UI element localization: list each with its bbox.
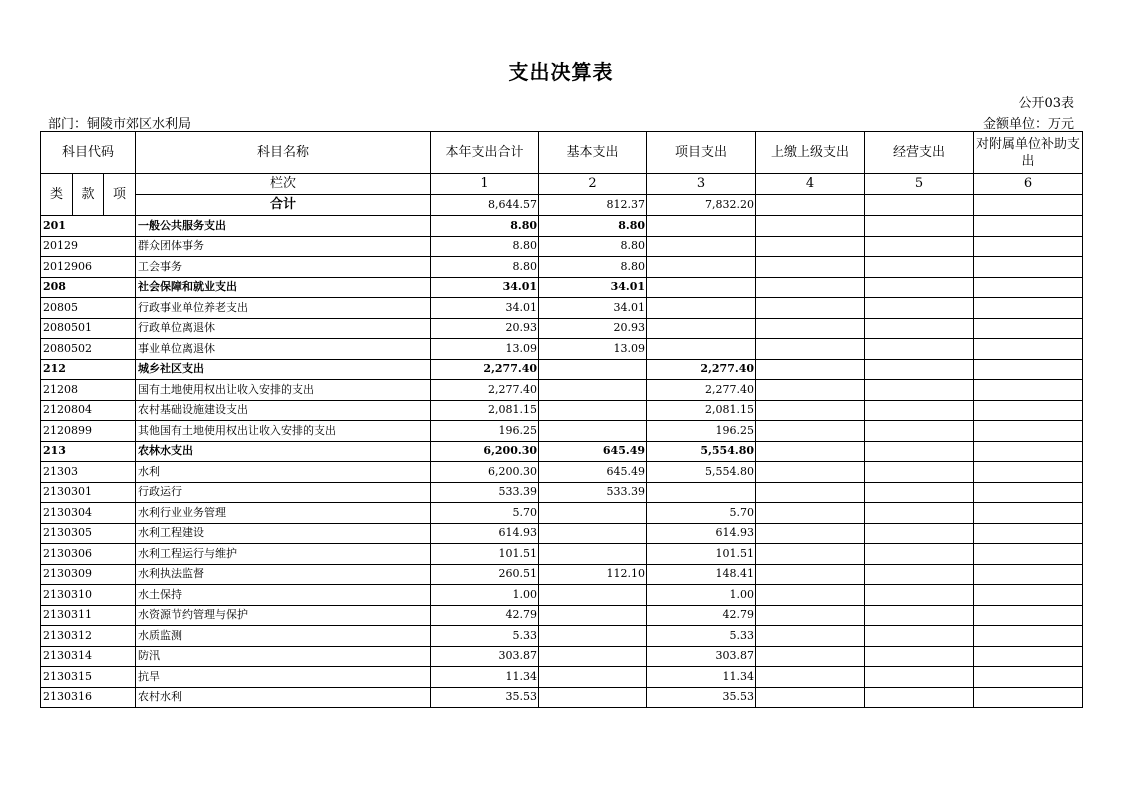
totals-project: 7,832.20 [647,195,756,216]
row-basic [539,646,647,667]
row-subsidy [974,421,1083,442]
row-business [865,503,974,524]
table-row [41,380,1083,401]
row-basic: 112.10 [539,564,647,585]
row-superior [756,462,865,483]
row-basic: 645.49 [539,441,647,462]
table-row [41,400,1083,421]
table-row [41,585,1083,606]
row-project: 614.93 [647,523,756,544]
row-name: 行政事业单位养老支出 [136,298,431,319]
row-subsidy [974,257,1083,278]
row-business [865,318,974,339]
row-name: 行政单位离退休 [136,318,431,339]
row-business [865,277,974,298]
totals-label: 合计 [136,195,431,216]
row-superior [756,339,865,360]
row-subsidy [974,462,1083,483]
row-name: 抗旱 [136,667,431,688]
table-row [41,359,1083,380]
header-lei: 类 [41,174,73,216]
row-basic [539,421,647,442]
row-business [865,441,974,462]
row-business [865,687,974,708]
row-superior [756,544,865,565]
table-row [41,646,1083,667]
row-superior [756,523,865,544]
row-basic [539,605,647,626]
row-code: 21303 [41,462,136,483]
row-subsidy [974,400,1083,421]
row-project: 5,554.80 [647,462,756,483]
row-code: 2130304 [41,503,136,524]
row-code: 2012906 [41,257,136,278]
row-business [865,380,974,401]
row-project: 5,554.80 [647,441,756,462]
row-superior [756,298,865,319]
row-basic [539,687,647,708]
row-basic [539,359,647,380]
row-business [865,564,974,585]
header-xiang: 项 [104,174,136,216]
row-subsidy [974,216,1083,237]
row-code: 2120899 [41,421,136,442]
row-basic [539,400,647,421]
row-basic: 645.49 [539,462,647,483]
table-row [41,462,1083,483]
col-index-1: 1 [431,174,539,195]
row-superior [756,421,865,442]
table-row [41,216,1083,237]
col-index-6: 6 [974,174,1083,195]
header-row [41,132,1083,174]
table-row [41,277,1083,298]
row-name: 城乡社区支出 [136,359,431,380]
totals-business [865,195,974,216]
row-project: 303.87 [647,646,756,667]
row-superior [756,216,865,237]
row-project: 42.79 [647,605,756,626]
row-subsidy [974,318,1083,339]
header-total: 本年支出合计 [431,132,539,174]
row-business [865,216,974,237]
row-project: 2,277.40 [647,359,756,380]
row-subsidy [974,482,1083,503]
row-basic: 8.80 [539,257,647,278]
row-total: 6,200.30 [431,462,539,483]
row-total: 5.33 [431,626,539,647]
row-project [647,277,756,298]
row-business [865,462,974,483]
row-total: 303.87 [431,646,539,667]
header-basic: 基本支出 [539,132,647,174]
row-code: 2130314 [41,646,136,667]
table-row [41,482,1083,503]
row-basic: 8.80 [539,216,647,237]
totals-superior [756,195,865,216]
row-subsidy [974,277,1083,298]
row-project: 11.34 [647,667,756,688]
row-basic [539,523,647,544]
amount-unit-label: 金额单位：万元 [982,117,1074,132]
row-project [647,298,756,319]
row-code: 20129 [41,236,136,257]
table-row [41,421,1083,442]
row-project: 35.53 [647,687,756,708]
row-total: 101.51 [431,544,539,565]
table-row [41,605,1083,626]
row-name: 水土保持 [136,585,431,606]
row-total: 196.25 [431,421,539,442]
row-superior [756,564,865,585]
row-superior [756,646,865,667]
row-total: 614.93 [431,523,539,544]
row-name: 农村水利 [136,687,431,708]
row-business [865,400,974,421]
row-superior [756,380,865,401]
row-basic: 13.09 [539,339,647,360]
row-basic [539,544,647,565]
row-subsidy [974,544,1083,565]
row-name: 群众团体事务 [136,236,431,257]
row-total: 2,277.40 [431,380,539,401]
row-business [865,585,974,606]
row-name: 农村基础设施建设支出 [136,400,431,421]
row-name: 行政运行 [136,482,431,503]
row-basic [539,667,647,688]
row-name: 工会事务 [136,257,431,278]
row-code: 2130301 [41,482,136,503]
row-business [865,339,974,360]
row-business [865,257,974,278]
row-total: 8.80 [431,216,539,237]
row-project [647,339,756,360]
row-project [647,236,756,257]
row-subsidy [974,380,1083,401]
row-name: 水利工程运行与维护 [136,544,431,565]
row-total: 42.79 [431,605,539,626]
row-superior [756,667,865,688]
row-subsidy [974,646,1083,667]
row-name: 水质监测 [136,626,431,647]
expenditure-table [40,131,1083,708]
table-row [41,257,1083,278]
row-basic [539,585,647,606]
row-total: 260.51 [431,564,539,585]
header-superior: 上缴上级支出 [756,132,865,174]
row-business [865,421,974,442]
row-superior [756,400,865,421]
row-project: 5.33 [647,626,756,647]
row-code: 2130312 [41,626,136,647]
row-code: 2130315 [41,667,136,688]
row-code: 213 [41,441,136,462]
row-superior [756,687,865,708]
row-basic: 8.80 [539,236,647,257]
row-project: 101.51 [647,544,756,565]
row-name: 农林水支出 [136,441,431,462]
department-label: 部门：铜陵市郊区水利局 [48,117,192,132]
row-name: 其他国有土地使用权出让收入安排的支出 [136,421,431,442]
row-total: 8.80 [431,236,539,257]
row-subsidy [974,441,1083,462]
table-row [41,564,1083,585]
table-row [41,441,1083,462]
row-name: 社会保障和就业支出 [136,277,431,298]
row-name: 水资源节约管理与保护 [136,605,431,626]
totals-row [41,195,1083,216]
row-name: 一般公共服务支出 [136,216,431,237]
row-code: 2130310 [41,585,136,606]
row-business [865,482,974,503]
row-basic: 34.01 [539,298,647,319]
row-subsidy [974,605,1083,626]
row-code: 2130306 [41,544,136,565]
row-total: 11.34 [431,667,539,688]
row-basic [539,380,647,401]
row-subsidy [974,359,1083,380]
row-code: 21208 [41,380,136,401]
row-project [647,216,756,237]
row-subsidy [974,585,1083,606]
row-code: 2080501 [41,318,136,339]
row-name: 事业单位离退休 [136,339,431,360]
form-number: 公开03表 [1018,96,1074,111]
col-index-3: 3 [647,174,756,195]
row-business [865,646,974,667]
row-subsidy [974,503,1083,524]
row-code: 201 [41,216,136,237]
row-basic: 533.39 [539,482,647,503]
table-row [41,523,1083,544]
row-superior [756,257,865,278]
table-row [41,298,1083,319]
header-project: 项目支出 [647,132,756,174]
row-business [865,544,974,565]
row-basic [539,626,647,647]
row-name: 水利执法监督 [136,564,431,585]
table-row [41,236,1083,257]
row-total: 533.39 [431,482,539,503]
row-superior [756,441,865,462]
row-project [647,318,756,339]
row-code: 2130311 [41,605,136,626]
totals-subsidy [974,195,1083,216]
row-superior [756,605,865,626]
header-subsidy: 对附属单位补助支出 [974,132,1083,174]
table-row [41,318,1083,339]
row-superior [756,359,865,380]
row-subsidy [974,298,1083,319]
row-project: 5.70 [647,503,756,524]
row-business [865,523,974,544]
header-kuan: 款 [73,174,104,216]
row-subsidy [974,523,1083,544]
row-code: 2080502 [41,339,136,360]
row-code: 2120804 [41,400,136,421]
row-name: 国有土地使用权出让收入安排的支出 [136,380,431,401]
table-row [41,339,1083,360]
column-index-row [41,174,1083,195]
table-row [41,687,1083,708]
col-index-5: 5 [865,174,974,195]
row-project: 1.00 [647,585,756,606]
row-name: 水利工程建设 [136,523,431,544]
table-row [41,667,1083,688]
row-total: 2,081.15 [431,400,539,421]
row-business [865,667,974,688]
row-subsidy [974,626,1083,647]
header-code: 科目代码 [41,132,136,174]
row-business [865,605,974,626]
row-total: 35.53 [431,687,539,708]
row-superior [756,236,865,257]
row-basic [539,503,647,524]
row-name: 水利行业业务管理 [136,503,431,524]
row-total: 1.00 [431,585,539,606]
row-total: 20.93 [431,318,539,339]
header-lanci: 栏次 [136,174,431,195]
header-name: 科目名称 [136,132,431,174]
row-name: 防汛 [136,646,431,667]
header-business: 经营支出 [865,132,974,174]
row-total: 8.80 [431,257,539,278]
row-project: 2,277.40 [647,380,756,401]
row-total: 34.01 [431,277,539,298]
row-project: 148.41 [647,564,756,585]
page-title: 支出决算表 [508,60,614,84]
row-superior [756,503,865,524]
totals-total: 8,644.57 [431,195,539,216]
row-superior [756,318,865,339]
row-superior [756,626,865,647]
row-superior [756,585,865,606]
row-total: 2,277.40 [431,359,539,380]
table-row [41,503,1083,524]
row-project [647,482,756,503]
row-business [865,236,974,257]
row-project: 196.25 [647,421,756,442]
row-business [865,298,974,319]
row-business [865,359,974,380]
row-basic: 20.93 [539,318,647,339]
table-row [41,544,1083,565]
row-total: 34.01 [431,298,539,319]
row-project: 2,081.15 [647,400,756,421]
row-superior [756,482,865,503]
row-code: 20805 [41,298,136,319]
row-total: 6,200.30 [431,441,539,462]
row-superior [756,277,865,298]
row-code: 2130305 [41,523,136,544]
row-business [865,626,974,647]
totals-basic: 812.37 [539,195,647,216]
row-basic: 34.01 [539,277,647,298]
row-code: 212 [41,359,136,380]
row-subsidy [974,236,1083,257]
row-total: 13.09 [431,339,539,360]
table-row [41,626,1083,647]
row-subsidy [974,564,1083,585]
row-code: 2130316 [41,687,136,708]
row-project [647,257,756,278]
row-subsidy [974,667,1083,688]
row-subsidy [974,687,1083,708]
row-subsidy [974,339,1083,360]
row-name: 水利 [136,462,431,483]
col-index-2: 2 [539,174,647,195]
row-total: 5.70 [431,503,539,524]
col-index-4: 4 [756,174,865,195]
row-code: 2130309 [41,564,136,585]
row-code: 208 [41,277,136,298]
